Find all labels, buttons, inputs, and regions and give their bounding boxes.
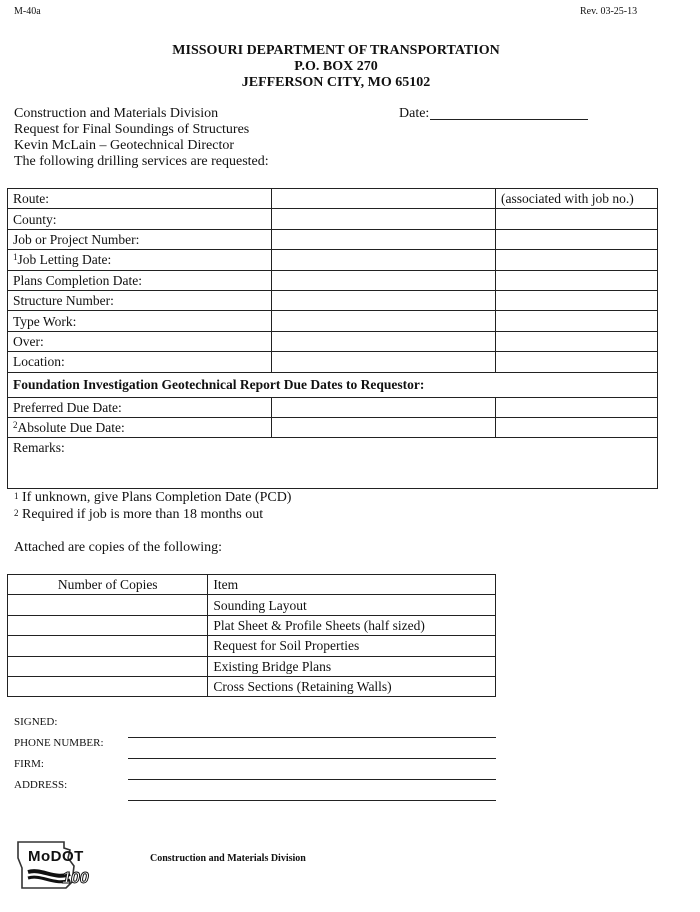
- footer-division: Construction and Materials Division: [150, 853, 306, 864]
- project-extra-field[interactable]: [496, 209, 658, 229]
- project-extra-field: (associated with job no.): [496, 189, 658, 209]
- project-extra-field[interactable]: [496, 250, 658, 270]
- due-value-field[interactable]: [271, 397, 495, 417]
- copies-count-field[interactable]: [8, 615, 208, 635]
- copies-item: Request for Soil Properties: [208, 636, 496, 656]
- table-row: [8, 417, 658, 437]
- header-agency: MISSOURI DEPARTMENT OF TRANSPORTATION: [172, 43, 500, 58]
- project-extra-field[interactable]: [496, 270, 658, 290]
- copies-count-field[interactable]: [8, 656, 208, 676]
- signature-line-field[interactable]: [128, 800, 496, 801]
- remarks-field[interactable]: [8, 438, 658, 489]
- table-row: [8, 656, 496, 676]
- section-heading-row: [8, 372, 658, 397]
- copies-count-field[interactable]: [8, 595, 208, 615]
- copies-item: Existing Bridge Plans: [208, 656, 496, 676]
- division-name: Construction and Materials Division: [14, 106, 219, 121]
- form-code: M-40a: [14, 6, 41, 17]
- table-row: [8, 229, 658, 249]
- header-city: JEFFERSON CITY, MO 65102: [241, 75, 431, 90]
- project-label: $^1$Job Letting Date:: [8, 250, 272, 270]
- project-extra-field[interactable]: [496, 229, 658, 249]
- table-row: [8, 311, 658, 331]
- project-value-field[interactable]: [271, 189, 495, 209]
- project-label: Over:: [8, 331, 272, 351]
- copies-header-count: Number of Copies: [8, 575, 208, 595]
- logo-number: 100: [62, 870, 89, 887]
- project-value-field[interactable]: [271, 250, 495, 270]
- project-info-table: [7, 188, 658, 489]
- due-extra-field[interactable]: [496, 417, 658, 437]
- remarks-row: [8, 438, 658, 489]
- table-row: [8, 615, 496, 635]
- copies-count-field[interactable]: [8, 636, 208, 656]
- due-label: $^2$Absolute Due Date:: [8, 417, 272, 437]
- project-extra-field[interactable]: [496, 290, 658, 310]
- project-label: Plans Completion Date:: [8, 270, 272, 290]
- footnote-2: $^2$ Required if job is more than 18 months out: [14, 507, 264, 522]
- copies-count-field[interactable]: [8, 676, 208, 696]
- project-extra-field[interactable]: [496, 331, 658, 351]
- table-row: [8, 290, 658, 310]
- footnote-1: $^1$ If unknown, give Plans Completion Date (PCD): [14, 490, 292, 505]
- table-row: [8, 331, 658, 351]
- project-label: Location:: [8, 352, 272, 372]
- table-row: [8, 676, 496, 696]
- modot-logo: [14, 838, 114, 892]
- signature-label: SIGNED:: [14, 716, 58, 728]
- project-value-field[interactable]: [271, 209, 495, 229]
- signature-label: ADDRESS:: [14, 779, 68, 791]
- revision-date: Rev. 03-25-13: [580, 6, 638, 17]
- due-value-field[interactable]: [271, 417, 495, 437]
- date-field[interactable]: [430, 119, 588, 120]
- project-extra-field[interactable]: [496, 311, 658, 331]
- services-intro: The following drilling services are requested:: [14, 154, 269, 169]
- signature-line-field[interactable]: [128, 779, 496, 780]
- copies-header-item: Item: [208, 575, 496, 595]
- table-row: [8, 209, 658, 229]
- copies-item: Sounding Layout: [208, 595, 496, 615]
- due-extra-field[interactable]: [496, 397, 658, 417]
- project-label: Job or Project Number:: [8, 229, 272, 249]
- table-row: [8, 189, 658, 209]
- project-value-field[interactable]: [271, 270, 495, 290]
- request-title: Request for Final Soundings of Structures: [14, 122, 250, 137]
- project-value-field[interactable]: [271, 352, 495, 372]
- attached-text: Attached are copies of the following:: [14, 540, 222, 555]
- signature-line-field[interactable]: [128, 758, 496, 759]
- copies-item: Plat Sheet & Profile Sheets (half sized): [208, 615, 496, 635]
- due-label: Preferred Due Date:: [8, 397, 272, 417]
- section-heading: Foundation Investigation Geotechnical Report Due Dates to Requestor:: [8, 372, 658, 397]
- signature-label: FIRM:: [14, 758, 44, 770]
- logo-text: MoDOT: [28, 848, 84, 865]
- remarks-label: Remarks:: [13, 440, 65, 456]
- table-row: [8, 397, 658, 417]
- table-row: [8, 595, 496, 615]
- signature-label: PHONE NUMBER:: [14, 737, 104, 749]
- copies-header-row: [8, 575, 496, 595]
- copies-table: [7, 574, 496, 697]
- project-value-field[interactable]: [271, 331, 495, 351]
- date-label: Date:: [399, 106, 430, 121]
- project-label: Structure Number:: [8, 290, 272, 310]
- signature-line-field[interactable]: [128, 737, 496, 738]
- project-extra-field[interactable]: [496, 352, 658, 372]
- table-row: [8, 270, 658, 290]
- table-row: [8, 636, 496, 656]
- director-name: Kevin McLain – Geotechnical Director: [14, 138, 235, 153]
- project-label: Route:: [8, 189, 272, 209]
- project-value-field[interactable]: [271, 229, 495, 249]
- project-value-field[interactable]: [271, 311, 495, 331]
- project-label: County:: [8, 209, 272, 229]
- project-label: Type Work:: [8, 311, 272, 331]
- project-value-field[interactable]: [271, 290, 495, 310]
- table-row: [8, 352, 658, 372]
- table-row: [8, 250, 658, 270]
- copies-item: Cross Sections (Retaining Walls): [208, 676, 496, 696]
- header-address: P.O. BOX 270: [294, 59, 378, 74]
